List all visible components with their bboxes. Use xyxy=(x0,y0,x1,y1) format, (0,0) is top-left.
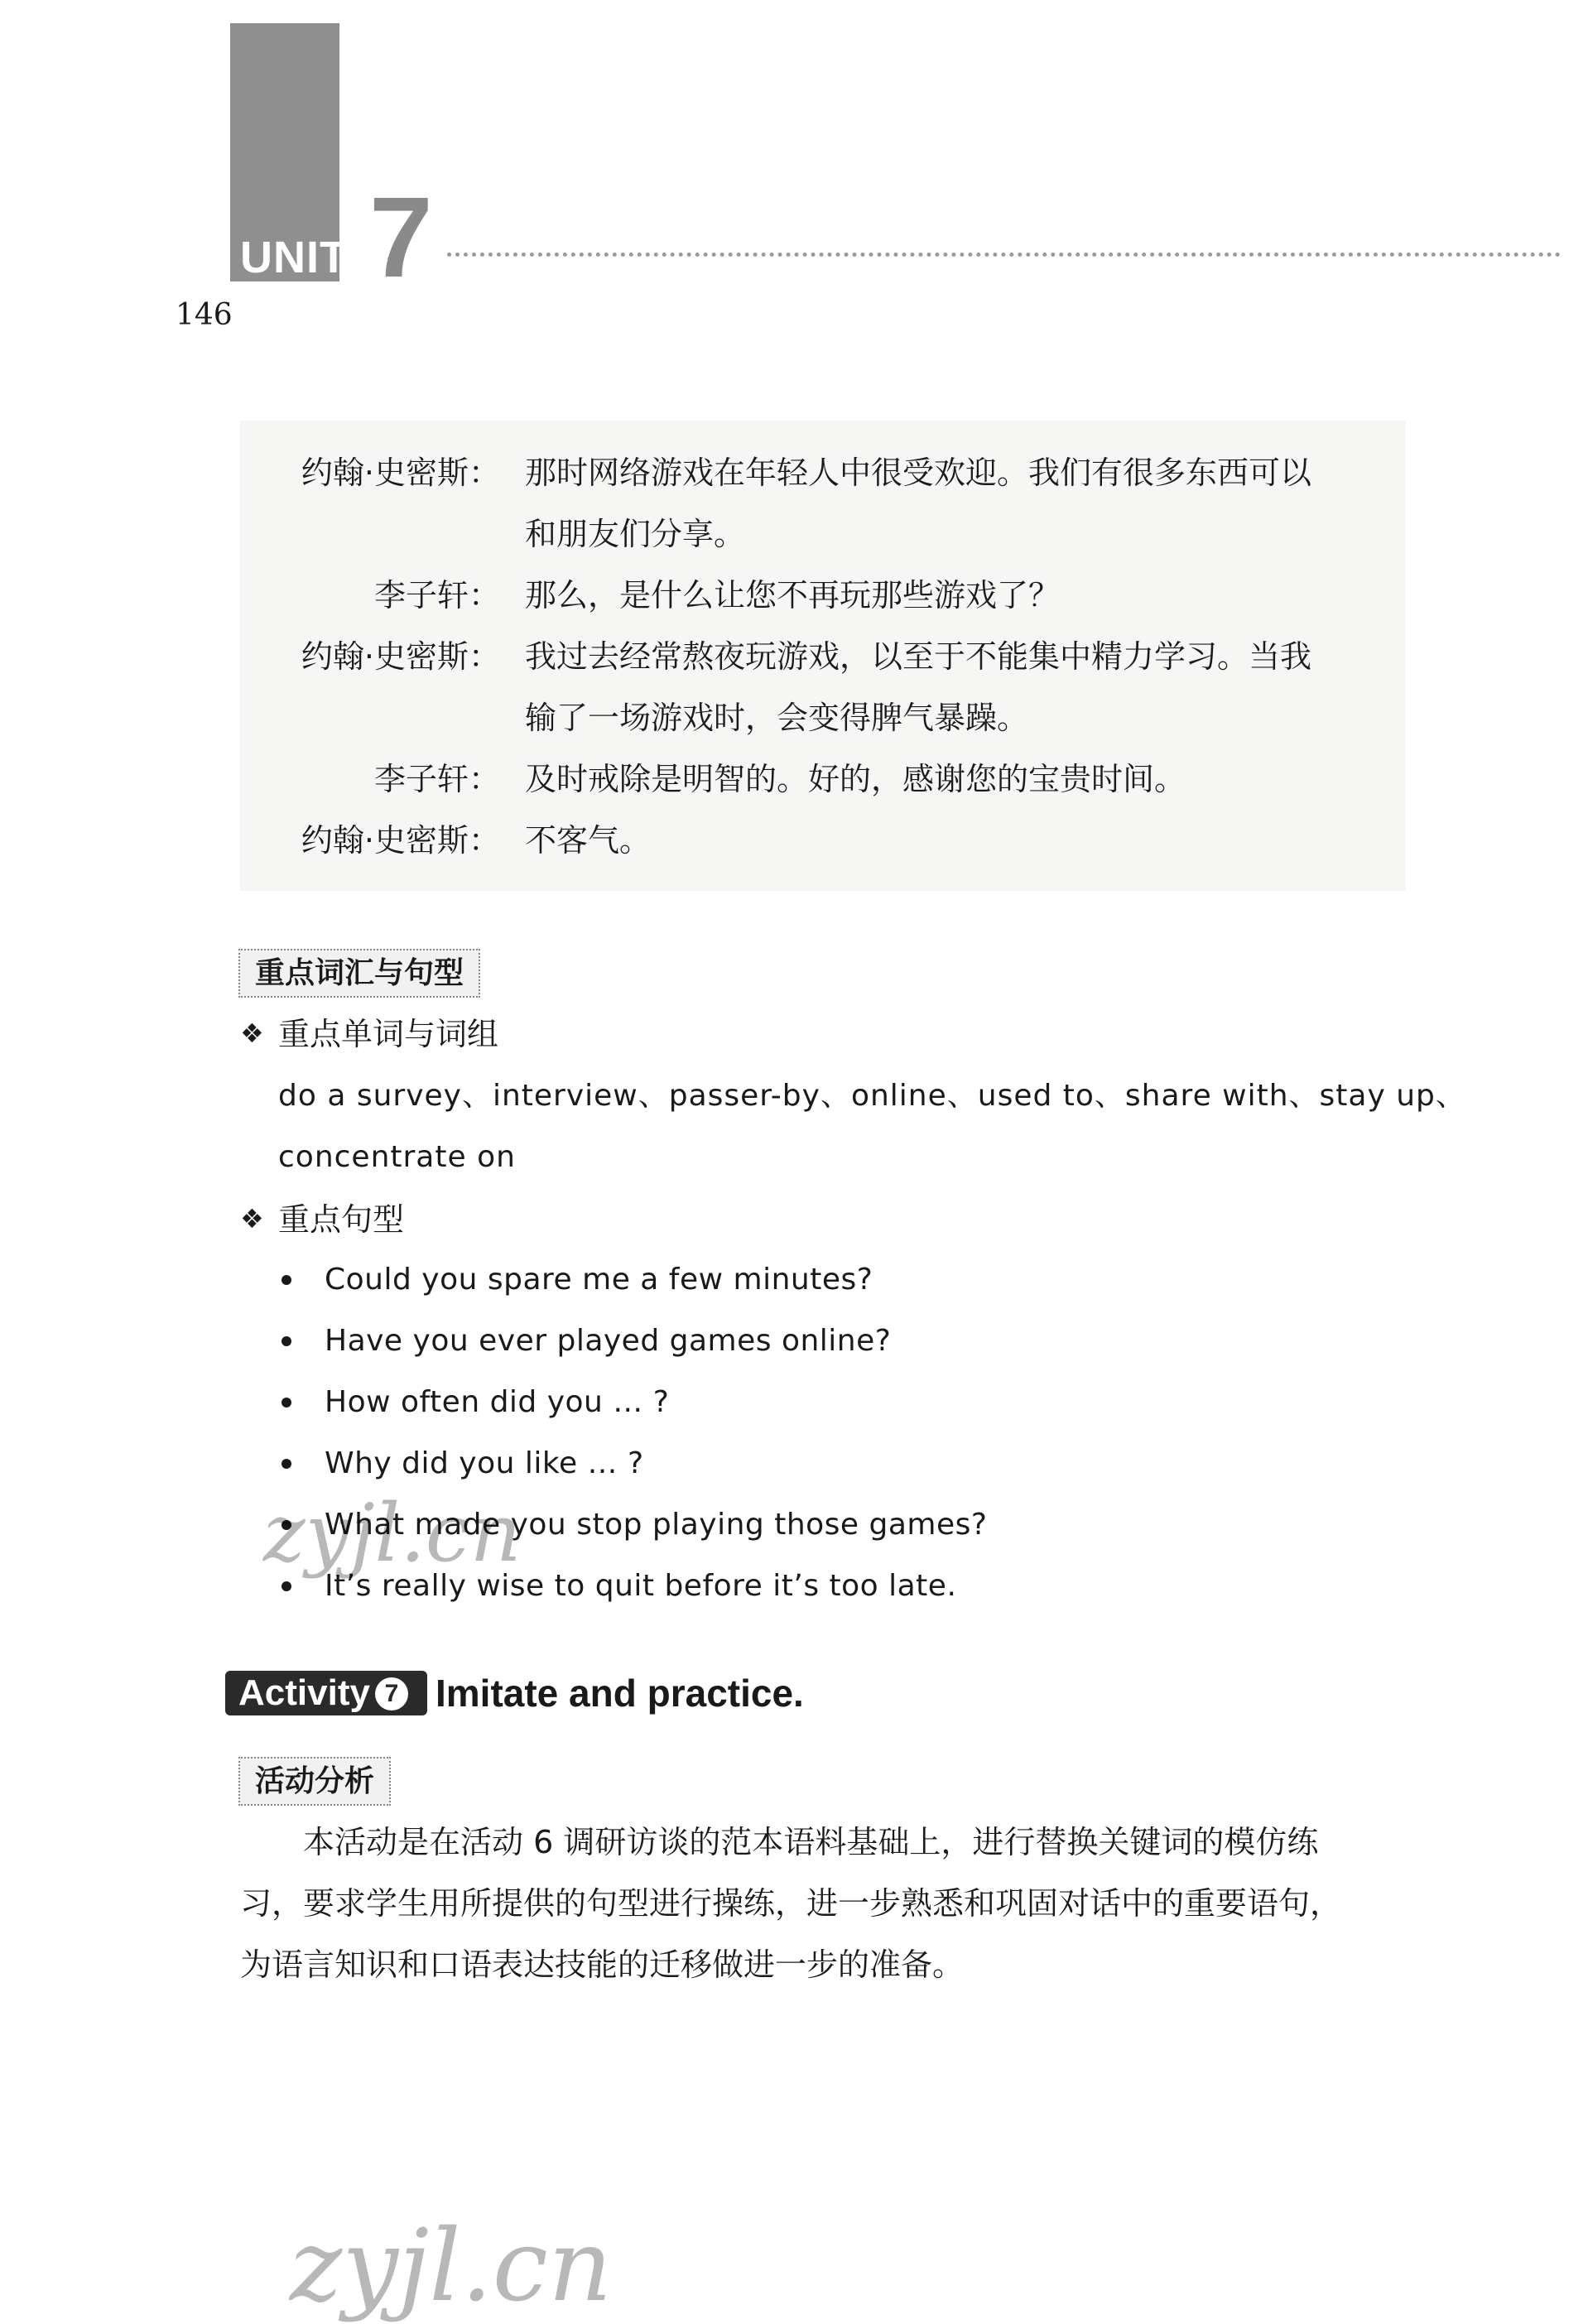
sentence-pattern: Why did you like … ? xyxy=(325,1446,644,1480)
header-dotted-rule xyxy=(447,253,1561,257)
activity-title: Imitate and practice. xyxy=(435,1672,804,1715)
bullet-icon xyxy=(282,1275,291,1285)
diamond-bullet-icon: ❖ xyxy=(240,1203,264,1234)
unit-label: UNIT xyxy=(240,233,348,282)
dialogue-speaker: 约翰·史密斯： xyxy=(301,638,500,675)
bullet-icon xyxy=(282,1459,291,1469)
dialogue-text: 那时网络游戏在年轻人中很受欢迎。我们有很多东西可以 xyxy=(525,455,1312,491)
page-number: 146 xyxy=(176,298,233,332)
activity-number: 7 xyxy=(375,1677,408,1711)
dialogue-text: 我过去经常熬夜玩游戏，以至于不能集中精力学习。当我 xyxy=(525,638,1312,675)
vocab-list-line1: do a survey、interview、passer-by、online、used to、share with、stay up、 xyxy=(278,1079,1466,1113)
bullet-icon xyxy=(282,1398,291,1407)
unit-number: 7 xyxy=(369,174,433,301)
sentences-heading: 重点句型 xyxy=(278,1201,405,1238)
section-tag-key-vocab: 重点词汇与句型 xyxy=(238,949,480,998)
dialogue-text: 输了一场游戏时，会变得脾气暴躁。 xyxy=(525,700,1029,736)
vocab-list-line2: concentrate on xyxy=(278,1140,516,1174)
dialogue-text: 和朋友们分享。 xyxy=(525,516,746,552)
analysis-paragraph-line: 本活动是在活动 6 调研访谈的范本语料基础上，进行替换关键词的模仿练 xyxy=(303,1824,1319,1860)
sentence-pattern: How often did you … ? xyxy=(325,1385,670,1419)
watermark: zyjl.cn xyxy=(263,1487,522,1580)
dialogue-speaker: 李子轩： xyxy=(373,577,500,613)
diamond-bullet-icon: ❖ xyxy=(240,1018,264,1049)
dialogue-text: 及时戒除是明智的。好的，感谢您的宝贵时间。 xyxy=(525,761,1186,797)
analysis-paragraph-line: 习，要求学生用所提供的句型进行操练，进一步熟悉和巩固对话中的重要语句， xyxy=(240,1885,1342,1922)
bullet-icon xyxy=(282,1336,291,1346)
dialogue-text: 不客气。 xyxy=(525,822,652,859)
sentence-pattern: It’s really wise to quit before it’s too late. xyxy=(325,1569,957,1603)
analysis-paragraph-line: 为语言知识和口语表达技能的迁移做进一步的准备。 xyxy=(240,1946,965,1983)
dialogue-speaker: 约翰·史密斯： xyxy=(301,455,500,491)
sentence-pattern: What made you stop playing those games? xyxy=(325,1508,988,1542)
words-heading: 重点单词与词组 xyxy=(278,1016,499,1052)
activity-badge-word: Activity xyxy=(238,1672,370,1713)
dialogue-speaker: 李子轩： xyxy=(373,761,500,797)
dialogue-speaker: 约翰·史密斯： xyxy=(301,822,500,859)
sentence-pattern: Have you ever played games online? xyxy=(325,1324,892,1358)
watermark: zyjl.cn xyxy=(290,2209,613,2324)
dialogue-text: 那么，是什么让您不再玩那些游戏了？ xyxy=(525,577,1061,613)
bullet-icon xyxy=(282,1581,291,1591)
activity-badge xyxy=(225,1671,427,1715)
sentence-pattern: Could you spare me a few minutes? xyxy=(325,1263,873,1297)
section-tag-analysis: 活动分析 xyxy=(238,1757,391,1806)
